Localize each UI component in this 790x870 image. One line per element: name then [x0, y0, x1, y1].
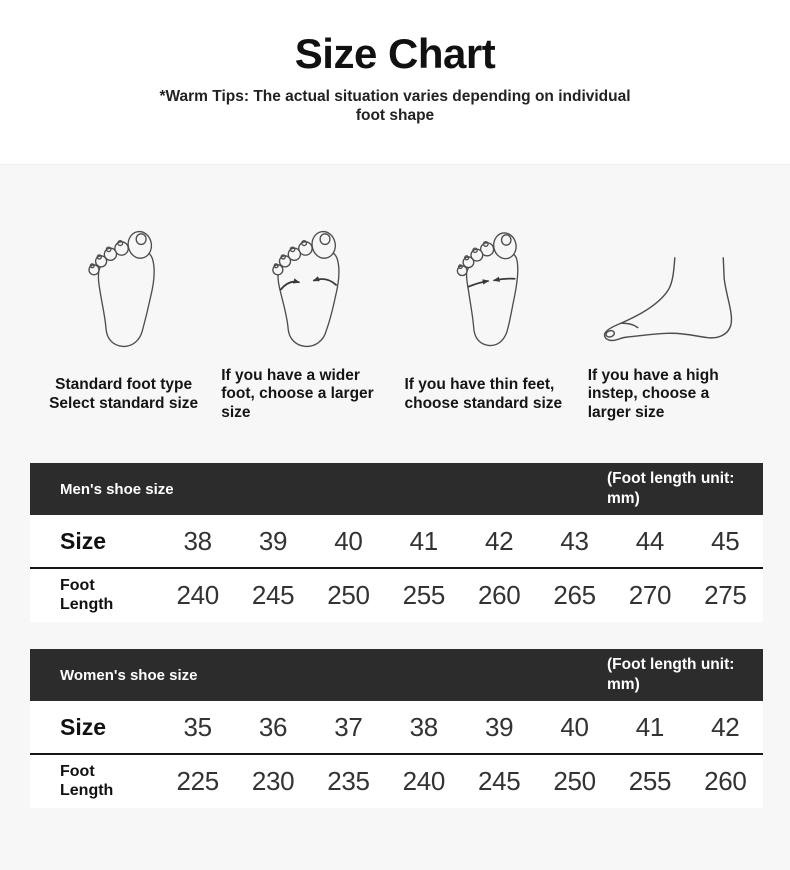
foot-length-cell: 260 [462, 568, 537, 622]
foot-length-cell: 270 [612, 568, 687, 622]
mens-size-row [30, 515, 763, 568]
guide-item-wide-foot [213, 219, 396, 422]
womens-table [30, 701, 763, 808]
mens-table-header [30, 463, 763, 515]
foot-length-cell: 240 [386, 754, 461, 808]
womens-size-table [30, 649, 763, 808]
warm-tips-note: *Warm Tips: The actual situation varies depending on individual foot shape [159, 88, 631, 125]
size-cell: 42 [485, 525, 514, 556]
foot-length-cell: 255 [612, 754, 687, 808]
wide-foot-icon [255, 228, 355, 349]
foot-length-cell: 275 [688, 568, 763, 622]
guide-caption-standard-foot: Standard foot type Select standard size [49, 376, 199, 412]
foot-length-cell: 260 [688, 754, 763, 808]
size-cell: 38 [409, 711, 438, 742]
womens-unit-note: (Foot length unit: mm) [607, 655, 735, 693]
foot-length-cell: 240 [160, 568, 235, 622]
foot-length-cell: 265 [537, 568, 612, 622]
page-title: Size Chart [294, 30, 496, 77]
size-cell: 41 [635, 711, 665, 742]
mens-foot-length-row [30, 568, 763, 622]
size-row-label: Size [60, 713, 107, 740]
foot-length-row-label: Foot Length [30, 754, 160, 808]
foot-length-cell: 225 [160, 754, 235, 808]
foot-length-cell: 255 [386, 568, 461, 622]
title-section [0, 0, 790, 164]
size-cell: 38 [183, 525, 212, 556]
size-cell: 42 [711, 711, 740, 742]
guide-caption-thin-foot: If you have thin feet, choose standard size [404, 376, 563, 412]
size-cell: 45 [711, 525, 740, 556]
size-cell: 39 [258, 525, 288, 556]
size-cell: 44 [635, 525, 665, 556]
size-cell: 40 [560, 711, 589, 742]
size-cell: 41 [409, 525, 438, 556]
guide-item-thin-foot [397, 219, 580, 422]
mens-unit-note: (Foot length unit: mm) [607, 469, 735, 507]
foot-length-cell: 245 [235, 568, 310, 622]
foot-length-cell: 245 [462, 754, 537, 808]
foot-type-guide [30, 219, 763, 422]
guide-item-standard-foot [30, 219, 213, 422]
womens-size-row [30, 701, 763, 754]
size-cell: 43 [560, 525, 589, 556]
foot-length-cell: 250 [537, 754, 612, 808]
foot-length-row-label: Foot Length [30, 568, 160, 622]
size-cell: 40 [334, 525, 363, 556]
womens-foot-length-row [30, 754, 763, 808]
foot-length-cell: 250 [311, 568, 386, 622]
size-chart-body [0, 164, 790, 870]
mens-table [30, 515, 763, 622]
standard-foot-icon [72, 228, 172, 349]
high-instep-foot-icon [595, 254, 747, 349]
size-cell: 37 [334, 711, 363, 742]
womens-table-title: Women's shoe size [60, 666, 198, 684]
mens-table-title: Men's shoe size [60, 480, 174, 498]
size-cell: 39 [485, 711, 514, 742]
size-cell: 36 [258, 711, 288, 742]
foot-length-cell: 235 [311, 754, 386, 808]
foot-length-cell: 230 [235, 754, 310, 808]
size-cell: 35 [183, 711, 212, 742]
guide-caption-wide-foot: If you have a wider foot, choose a larger size [221, 367, 374, 421]
guide-item-high-instep [580, 219, 763, 422]
womens-table-header [30, 649, 763, 701]
mens-size-table [30, 463, 763, 622]
guide-caption-high-instep: If you have a high instep, choose a larger size [587, 367, 719, 421]
size-row-label: Size [60, 527, 107, 554]
thin-foot-icon [438, 228, 538, 349]
